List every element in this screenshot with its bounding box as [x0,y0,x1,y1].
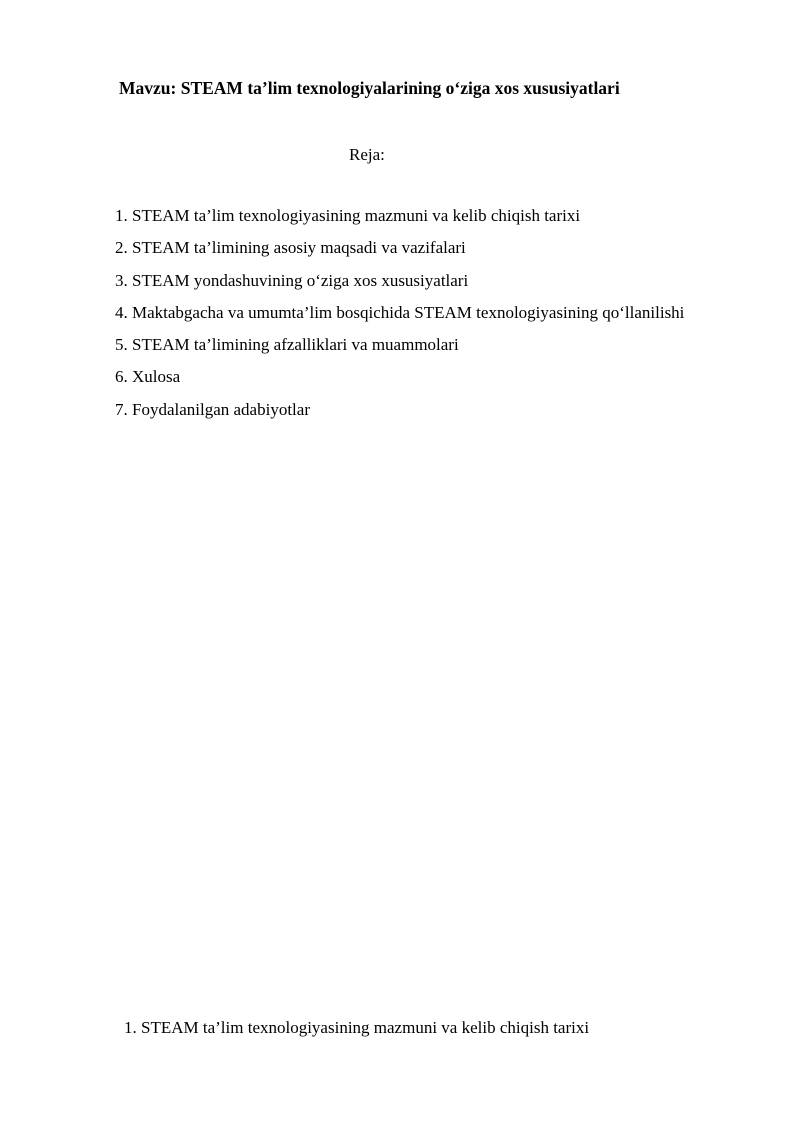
plan-item-1: 1. STEAM ta’lim texnologiyasining mazmuni va kelib chiqish tarixi [115,206,581,225]
plan-item-3: 3. STEAM yondashuvining o‘ziga xos xususiyatlari [115,270,469,290]
plan-item-6: 6. Xulosa [115,367,181,387]
plan-item-5: 5. STEAM ta’limining afzalliklari va muammolari [115,335,459,355]
section-heading: 1. STEAM ta’lim texnologiyasining mazmuni va kelib chiqish tarixi [124,1018,590,1037]
plan-list [115,205,684,431]
plan-heading: Reja: [349,145,385,164]
plan-item-4: 4. Maktabgacha va umumta’lim bosqichida STEAM texnologiyasining qo‘llanilishi [115,302,685,322]
plan-item-7: 7. Foydalanilgan adabiyotlar [115,399,310,419]
plan-item-2: 2. STEAM ta’limining asosiy maqsadi va vazifalari [115,238,466,258]
document-title: Mavzu: STEAM ta’lim texnologiyalarining o‘ziga xos xususiyatlari [119,78,620,98]
